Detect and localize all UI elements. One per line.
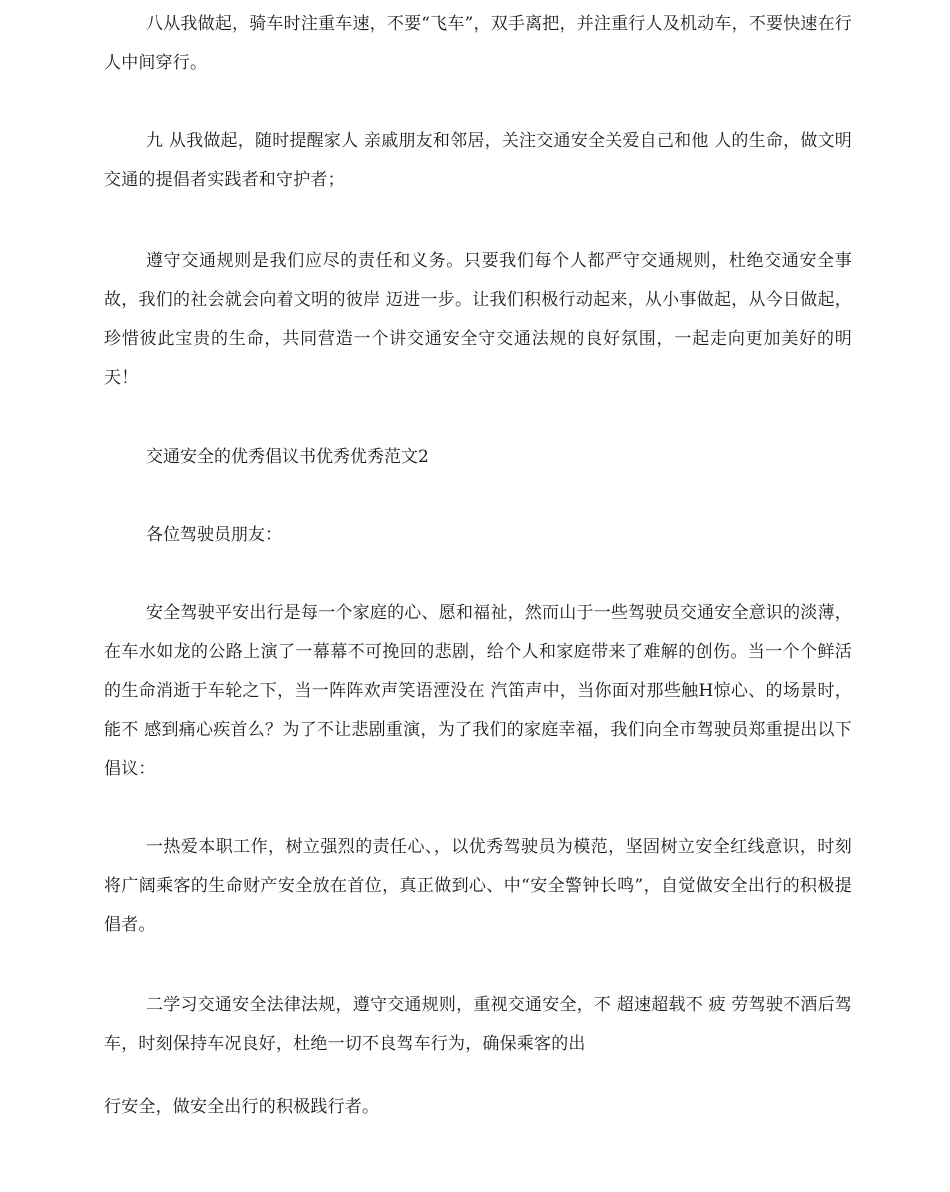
paragraph-item-8: 八从我做起，骑车时注重车速，不要“飞车”，双手离把，并注重行人及机动车，不要快速在行人中间穿行。	[104, 14, 852, 73]
paragraph-proposal-1: 一热爱本职工作，树立强烈的责任心、，以优秀驾驶员为模范，坚固树立安全红线意识，时刻将广阔乘客的生命财产安全放在首位，真正做到心、中“安全警钟长鸣”，自觉做安全出行的积极提倡者。	[104, 837, 852, 935]
paragraph-intro: 安全驾驶平安出行是每一个家庭的心、愿和福祉，然而山于一些驾驶员交通安全意识的淡薄，在车水如龙的公路上演了一幕幕不可挽回的悲剧，给个人和家庭带来了难解的创伤。当一个个鲜活的生命消逝于车轮之下，当一阵阵欢声笑语湮没在 汽笛声中，当你面对那些触H惊心、的场景时，能不 感到痛心疾首么？为了不让悲剧重演，为了我们的家庭幸福，我们向全市驾驶员郑重提出以下倡议：	[104, 603, 852, 779]
salutation: 各位驾驶员朋友：	[146, 525, 282, 545]
section-title: 交通安全的优秀倡议书优秀优秀范文2	[146, 447, 429, 467]
paragraph-item-9: 九 从我做起，随时提醒家人 亲戚朋友和邻居，关注交通安全关爱自己和他 人的生命，做文明交通的提倡者实践者和守护者；	[104, 131, 852, 190]
paragraph-closing: 遵守交通规则是我们应尽的责任和义务。只要我们每个人都严守交通规则，杜绝交通安全事故，我们的社会就会向着文明的彼岸 迈进一步。让我们积极行动起来，从小事做起，从今日做起，珍惜彼此宝贵的生命，共同营造一个讲交通安全守交通法规的良好氛围，一起走向更加美好的明天！	[104, 251, 852, 388]
paragraph-proposal-2-continued: 行安全，做安全出行的积极践行者。	[104, 1097, 380, 1117]
paragraph-proposal-2: 二学习交通安全法律法规，遵守交通规则，重视交通安全，不 超速超载不 疲 劳驾驶不酒后驾车，时刻保持车况良好，杜绝一切不良驾车行为，确保乘客的出	[104, 995, 852, 1054]
